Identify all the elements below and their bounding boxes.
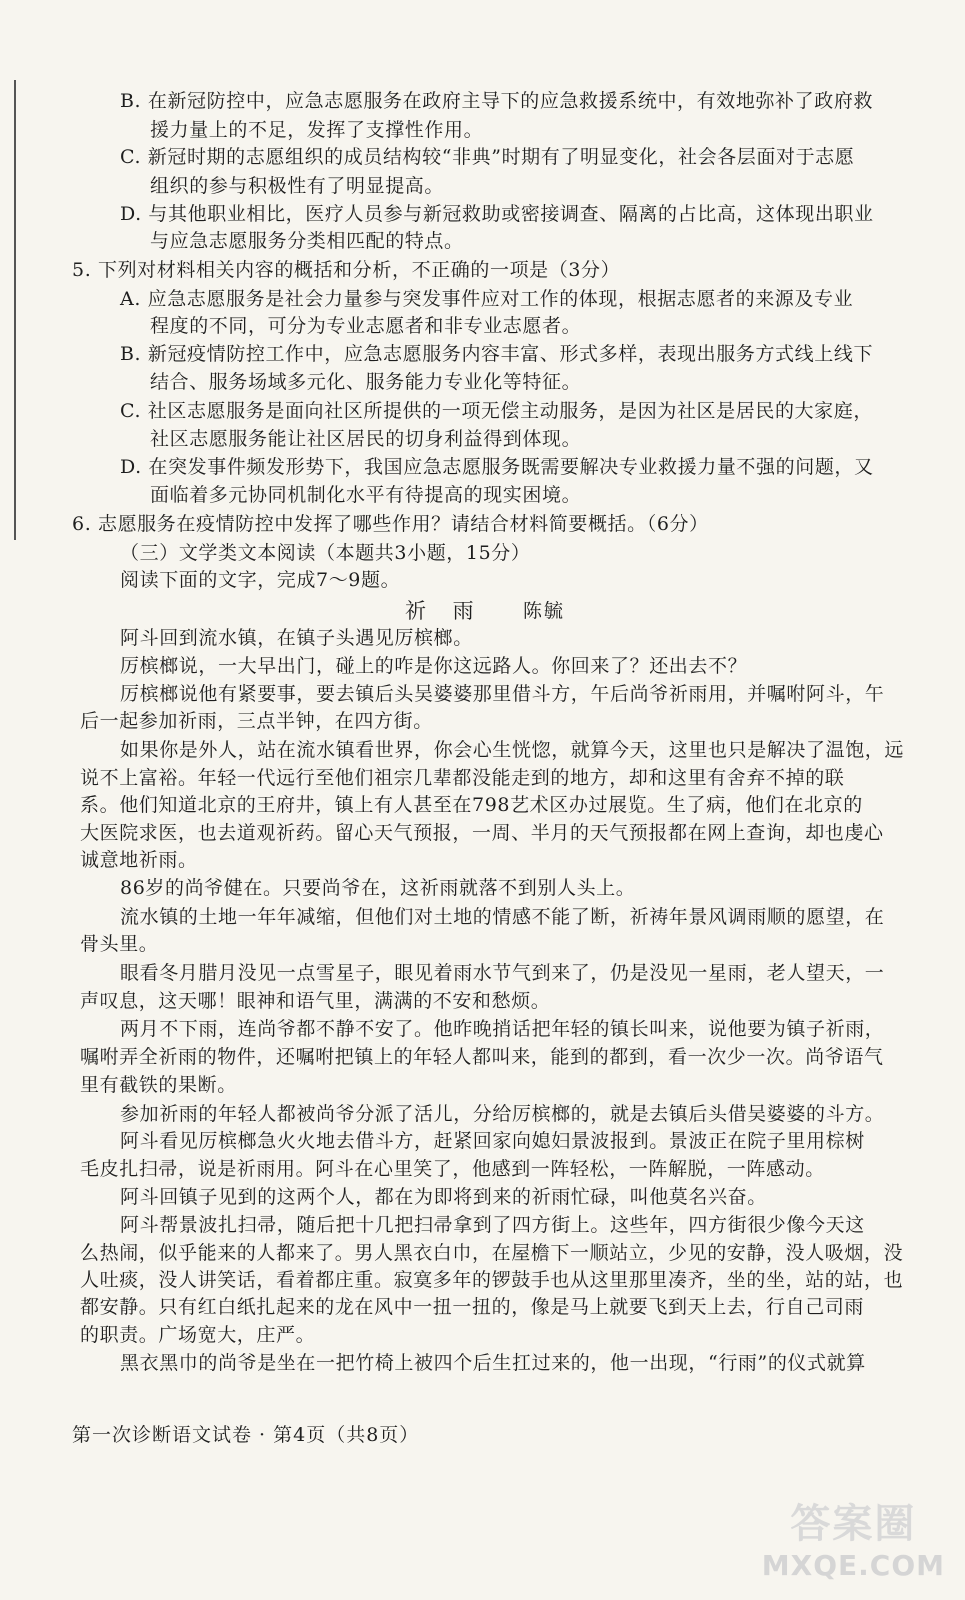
text-line: 程度的不同，可分为专业志愿者和非专业志愿者。 (150, 315, 582, 337)
text-line: 如果你是外人，站在流水镇看世界，你会心生恍惚，就算今天，这里也只是解决了温饱，远 (120, 739, 905, 761)
text-line: 说不上富裕。年轻一代远行至他们祖宗几辈都没能走到的地方，却和这里有舍弃不掉的联 (80, 767, 845, 789)
text-line: 参加祈雨的年轻人都被尚爷分派了活儿，分给厉槟榔的，就是去镇后头借吴婆婆的斗方。 (120, 1103, 885, 1125)
text-line: 阅读下面的文字，完成7～9题。 (120, 569, 401, 591)
text-line: （三）文学类文本阅读（本题共3小题，15分） (120, 542, 531, 564)
page-footer: 第一次诊断语文试卷 · 第4页（共8页） (72, 1424, 420, 1446)
text-line: 阿斗回到流水镇，在镇子头遇见厉槟榔。 (120, 627, 473, 649)
text-line: 阿斗回镇子见到的这两个人，都在为即将到来的祈雨忙碌，叫他莫名兴奋。 (120, 1186, 767, 1208)
text-line: 组织的参与积极性有了明显提高。 (150, 175, 445, 197)
text-line: 厉槟榔说他有紧要事，要去镇后头吴婆婆那里借斗方，午后尚爷祈雨用，并嘱咐阿斗，午 (120, 683, 885, 705)
text-line: 阿斗看见厉槟榔急火火地去借斗方，赶紧回家向媳妇景波报到。景波正在院子里用棕树 (120, 1130, 865, 1152)
text-line: 诚意地祈雨。 (80, 849, 198, 871)
text-line: 厉槟榔说，一大早出门，碰上的咋是你这远路人。你回来了？还出去不？ (120, 655, 748, 677)
text-line: B. 新冠疫情防控工作中，应急志愿服务内容丰富、形式多样，表现出服务方式线上线下 (120, 343, 874, 365)
text-line: D. 在突发事件频发形势下，我国应急志愿服务既需要解决专业救援力量不强的问题，又 (120, 456, 874, 478)
text-line: 骨头里。 (80, 933, 159, 955)
text-line: 两月不下雨，连尚爷都不静不安了。他昨晚捎话把年轻的镇长叫来，说他要为镇子祈雨， (120, 1018, 885, 1040)
text-line: 流水镇的土地一年年减缩，但他们对土地的情感不能了断，祈祷年景风调雨顺的愿望，在 (120, 906, 885, 928)
text-line: 的职责。广场宽大，庄严。 (80, 1324, 316, 1346)
text-line: 后一起参加祈雨，三点半钟，在四方街。 (80, 710, 433, 732)
text-line: 毛皮扎扫帚，说是祈雨用。阿斗在心里笑了，他感到一阵轻松，一阵解脱，一阵感动。 (80, 1158, 825, 1180)
text-line: B. 在新冠防控中，应急志愿服务在政府主导下的应急救援系统中，有效地弥补了政府救 (120, 90, 874, 112)
text-line: 社区志愿服务能让社区居民的切身利益得到体现。 (150, 428, 582, 450)
text-line: 里有截铁的果断。 (80, 1074, 237, 1096)
article-author: 陈毓 (523, 600, 566, 622)
text-line: C. 新冠时期的志愿组织的成员结构较“非典”时期有了明显变化，社会各层面对于志愿 (120, 146, 855, 168)
text-line: 6. 志愿服务在疫情防控中发挥了哪些作用？请结合材料简要概括。（6分） (72, 513, 709, 535)
text-line: 面临着多元协同机制化水平有待提高的现实困境。 (150, 484, 582, 506)
text-line: 么热闹，似乎能来的人都来了。男人黑衣白巾，在屋檐下一顺站立，少见的安静，没人吸烟，没 (80, 1242, 904, 1264)
margin-rule (14, 80, 16, 540)
text-line: 系。他们知道北京的王府井，镇上有人甚至在798艺术区办过展览。生了病，他们在北京的 (80, 794, 863, 816)
text-line: 援力量上的不足，发挥了支撑性作用。 (150, 119, 484, 141)
text-line: 嘱咐弄全祈雨的物件，还嘱咐把镇上的年轻人都叫来，能到的都到，看一次少一次。尚爷语气 (80, 1046, 884, 1068)
logo-url: MXQE.COM (761, 1549, 945, 1582)
text-line: 阿斗帮景波扎扫帚，随后把十几把扫帚拿到了四方街上。这些年，四方街很少像今天这 (120, 1214, 865, 1236)
site-logo (762, 1492, 945, 1582)
text-line: 眼看冬月腊月没见一点雪星子，眼见着雨水节气到来了，仍是没见一星雨，老人望天，一 (120, 962, 885, 984)
logo-text: 答案圈 (790, 1501, 917, 1547)
text-line: 人吐痰，没人讲笑话，看着都庄重。寂寞多年的锣鼓手也从这里那里凑齐，坐的坐，站的站，也 (80, 1269, 904, 1291)
text-line: 与应急志愿服务分类相匹配的特点。 (150, 230, 464, 252)
text-line: 都安静。只有红白纸扎起来的龙在风中一扭一扭的，像是马上就要飞到天上去，行自己司雨 (80, 1296, 865, 1318)
text-line: 5. 下列对材料相关内容的概括和分析，不正确的一项是（3分） (72, 259, 621, 281)
text-line: 86岁的尚爷健在。只要尚爷在，这祈雨就落不到别人头上。 (120, 877, 636, 899)
text-line: D. 与其他职业相比，医疗人员参与新冠救助或密接调查、隔离的占比高，这体现出职业 (120, 203, 874, 225)
text-line: 黑衣黑巾的尚爷是坐在一把竹椅上被四个后生扛过来的，他一出现，“行雨”的仪式就算 (120, 1352, 866, 1374)
text-line: A. 应急志愿服务是社会力量参与突发事件应对工作的体现，根据志愿者的来源及专业 (120, 288, 854, 310)
text-line: 结合、服务场域多元化、服务能力专业化等特征。 (150, 371, 582, 393)
text-line: 声叹息，这天哪！眼神和语气里，满满的不安和愁烦。 (80, 990, 551, 1012)
article-title: 祈 雨 (405, 599, 484, 623)
text-line: C. 社区志愿服务是面向社区所提供的一项无偿主动服务，是因为社区是居民的大家庭， (120, 400, 873, 422)
text-line: 大医院求医，也去道观祈药。留心天气预报，一周、半月的天气预报都在网上查询，却也虔心 (80, 822, 884, 844)
